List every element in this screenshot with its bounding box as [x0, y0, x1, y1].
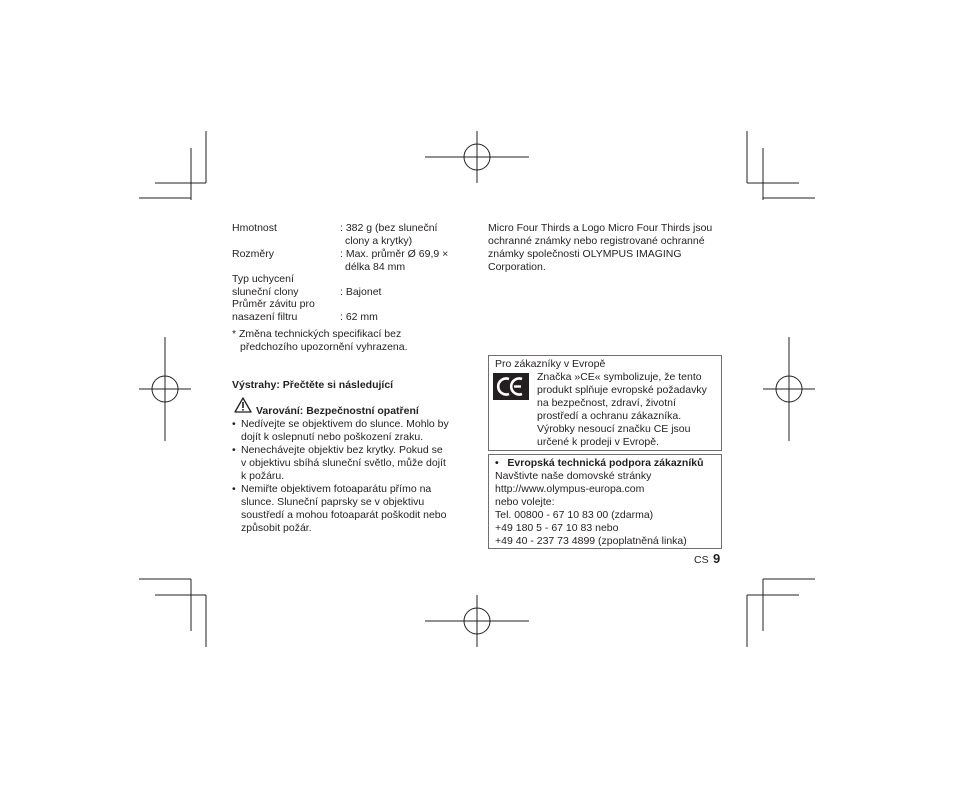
warnings-heading: Výstrahy: Přečtěte si následující — [232, 379, 394, 391]
registration-mark-icon — [425, 131, 529, 183]
spec-mount-label-cont: sluneční clony — [232, 286, 299, 298]
warning-list — [232, 418, 464, 535]
page-number: 9 — [713, 551, 721, 566]
spec-weight-value: : 382 g (bez sluneční — [340, 222, 438, 234]
ce-mark-icon — [493, 373, 529, 400]
spec-size-value-cont: délka 84 mm — [345, 261, 406, 273]
crop-mark-icon — [139, 579, 206, 647]
list-item: • Nemiřte objektivem fotoaparátu přímo na slunce. Sluneční paprsky se v objektivu soustředí a mohou fotoaparát poškodit nebo způsobit požár. — [232, 483, 464, 535]
warning-title: Varování: Bezpečnostní opatření — [256, 405, 419, 417]
spec-mount-value: : Bajonet — [340, 286, 382, 298]
spec-filter-label: Průměr závitu pro — [232, 298, 315, 310]
spec-weight-label: Hmotnost — [232, 222, 277, 234]
spec-size-value: : Max. průměr Ø 69,9 × — [340, 248, 449, 260]
support-box-title: • Evropská technická podpora zákazníků — [495, 457, 704, 469]
spec-size-label: Rozměry — [232, 248, 275, 260]
registration-mark-icon — [763, 337, 815, 441]
language-code: CS — [694, 554, 709, 566]
trademark-notice: Micro Four Thirds a Logo Micro Four Thirds jsou ochranné známky nebo registrované ochranné známky společnosti OLYMPUS IMAGING Corporation. — [488, 222, 713, 273]
list-item: • Nenechávejte objektiv bez krytky. Pokud se v objektivu sbíhá sluneční světlo, může dojít k požáru. — [232, 444, 464, 483]
registration-mark-icon — [425, 595, 529, 647]
registration-mark-icon — [139, 337, 191, 441]
crop-mark-icon — [747, 579, 815, 647]
europe-box-title: Pro zákazníky v Evropě — [495, 358, 606, 370]
ce-description: Značka »CE« symbolizuje, že tento produkt splňuje evropské požadavky na bezpečnost, zdraví, životní prostředí a ochranu zákazníka. Výrobky nesoucí značku CE jsou určené k prodeji v Evropě. — [537, 371, 707, 448]
spec-weight-value-cont: clony a krytky) — [345, 235, 413, 247]
spec-note-cont: předchozího upozornění vyhrazena. — [240, 341, 408, 353]
support-details: Navštivte naše domovské stránky http://www.olympus-europa.com nebo volejte: Tel. 00800 - 67 10 83 00 (zdarma) +49 180 5 - 67 10 83 nebo +49 40 - 237 73 4899 (zpoplatněná linka) — [495, 470, 687, 547]
list-item: • Nedívejte se objektivem do slunce. Mohlo by dojít k oslepnutí nebo poškození zraku. — [232, 418, 464, 444]
spec-filter-label-cont: nasazení filtru — [232, 311, 298, 323]
spec-filter-value: : 62 mm — [340, 311, 378, 323]
warning-triangle-icon — [234, 397, 252, 413]
crop-mark-icon — [139, 131, 206, 200]
crop-mark-icon — [747, 131, 815, 200]
spec-note: * Změna technických specifikací bez — [232, 328, 402, 340]
spec-mount-label: Typ uchycení — [232, 273, 294, 285]
